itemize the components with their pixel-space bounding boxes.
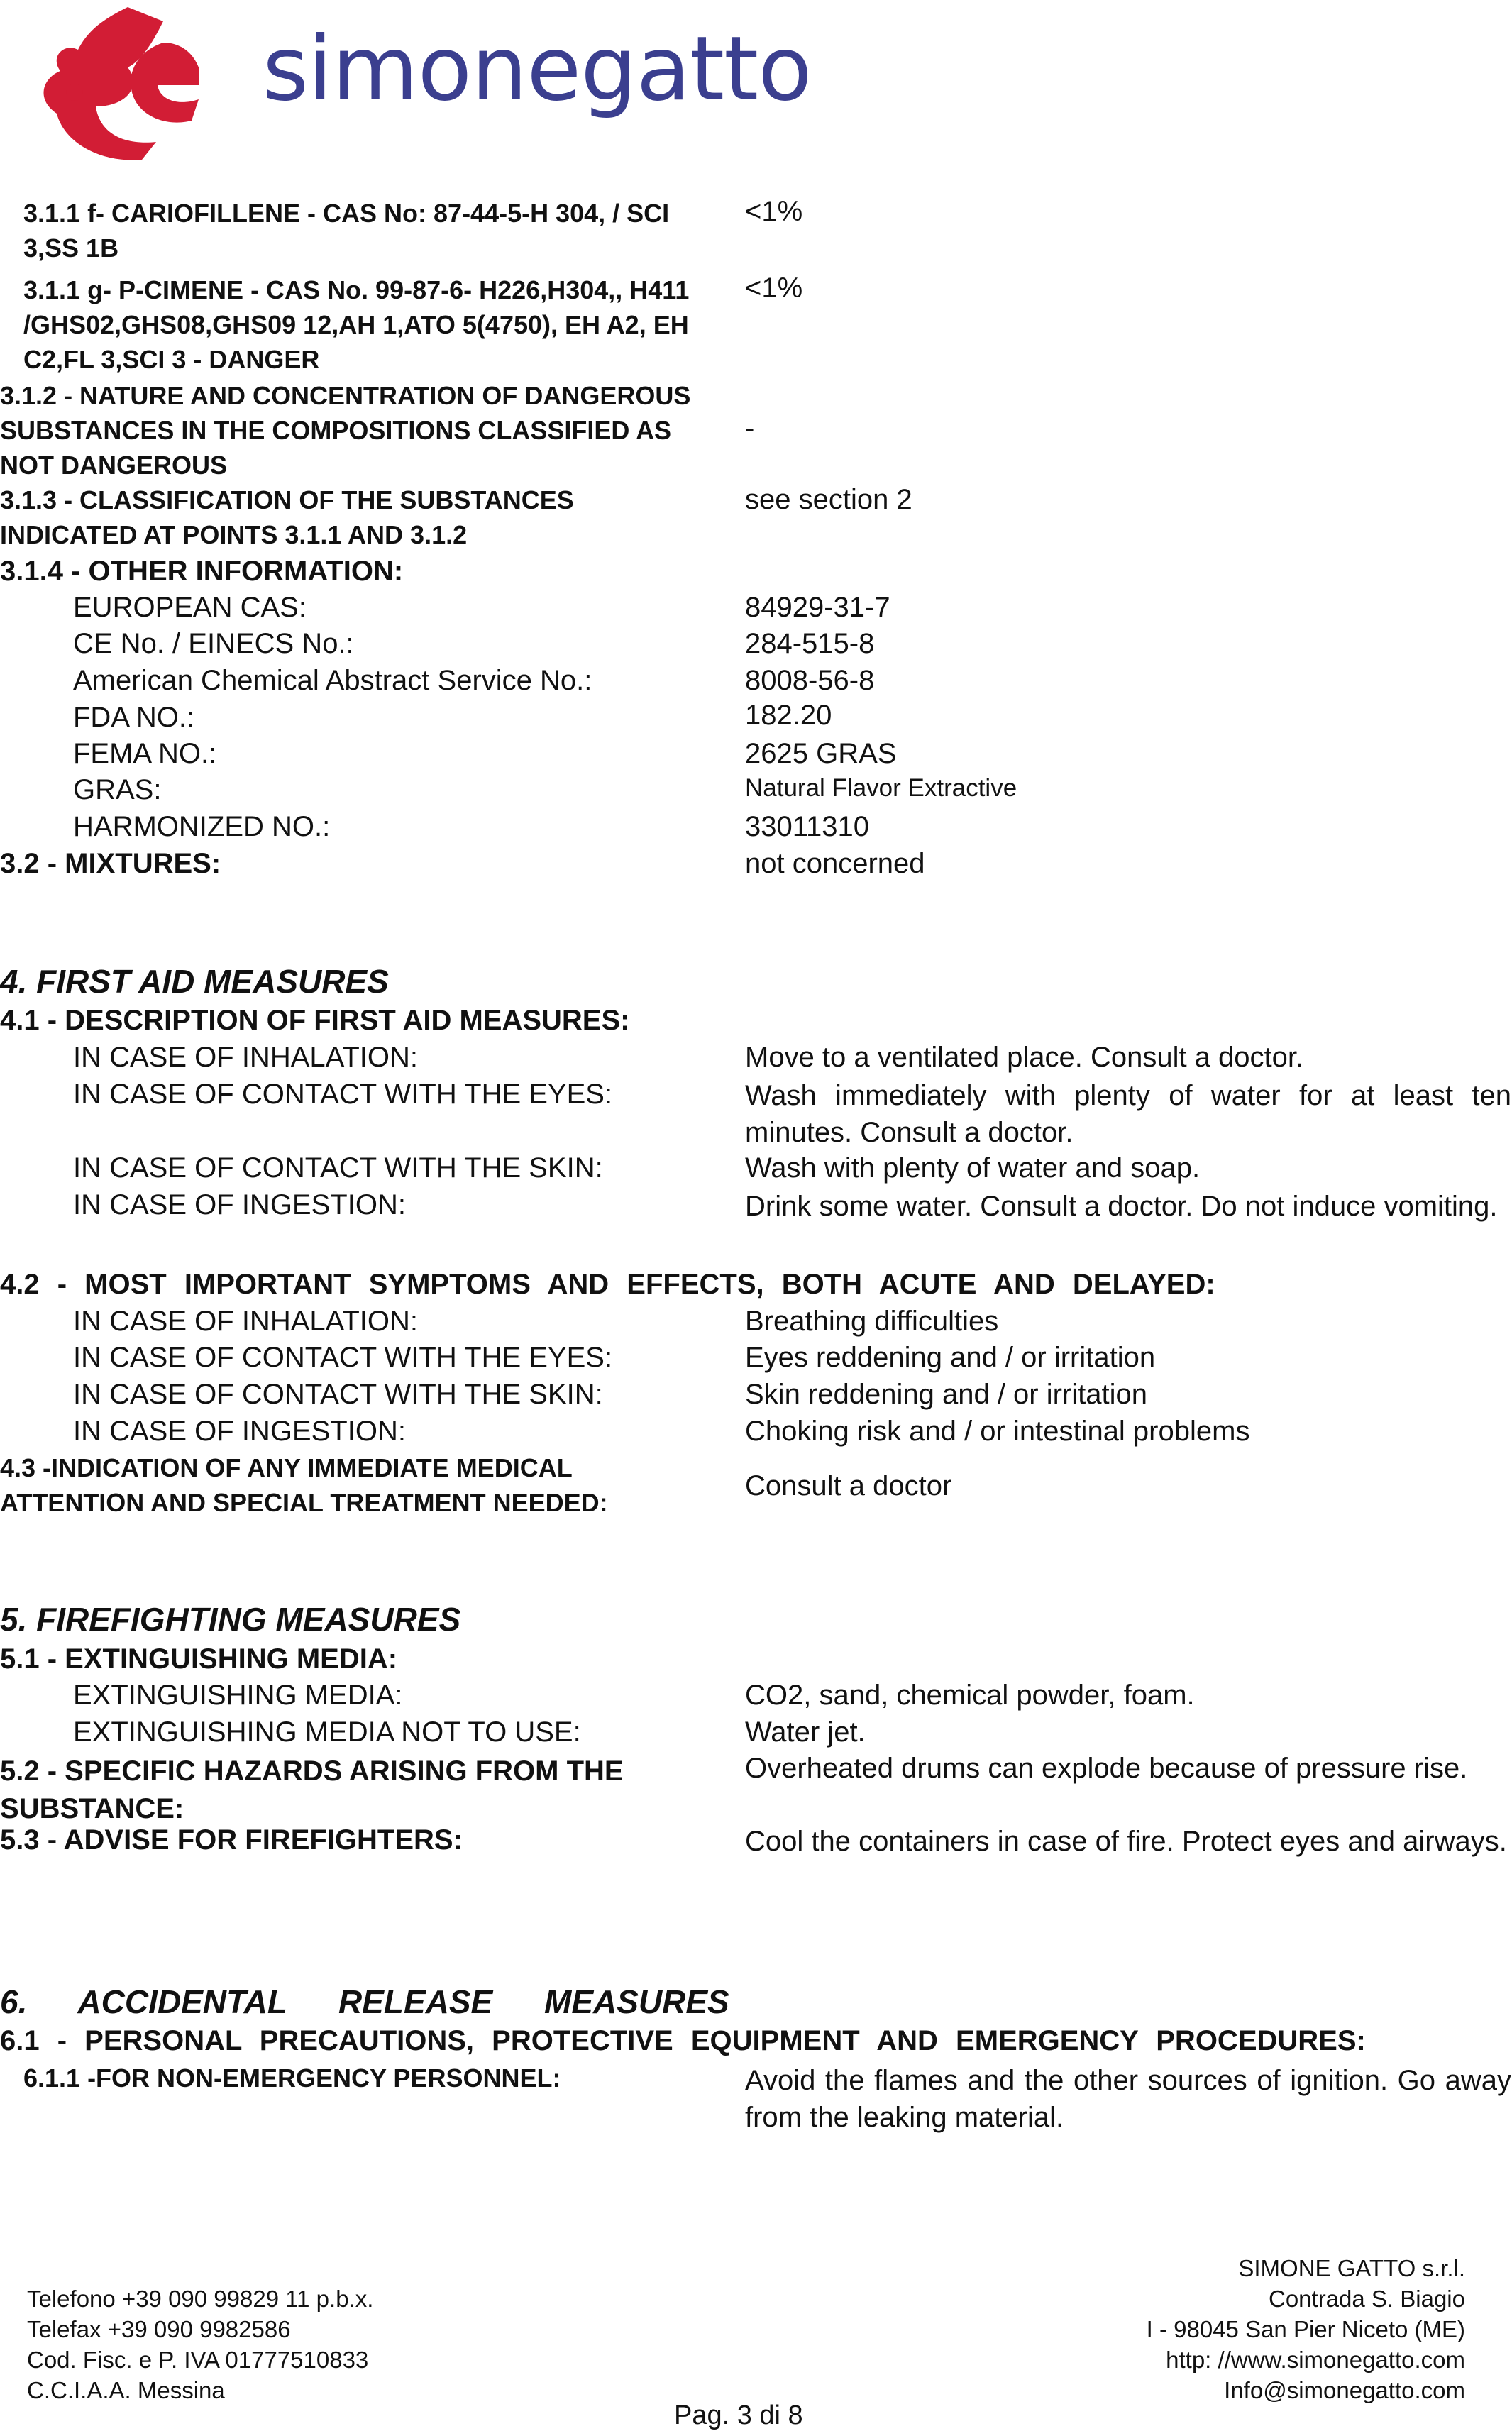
s41-value-3: Drink some water. Consult a doctor. Do not induce vomiting.	[745, 1191, 1498, 1222]
row-313-label: 3.1.3 - CLASSIFICATION OF THE SUBSTANCES INDICATED AT POINTS 3.1.1 AND 3.1.2	[0, 485, 574, 549]
s41-label-3: IN CASE OF INGESTION:	[73, 1189, 406, 1220]
s51-value-0: CO2, sand, chemical powder, foam.	[745, 1680, 1195, 1711]
row-312-label: 3.1.2 - NATURE AND CONCENTRATION OF DANGEROUS SUBSTANCES IN THE COMPOSITIONS CLASSIFIED AS NOT DANGEROUS	[0, 381, 691, 480]
info-label-6: HARMONIZED NO.:	[73, 811, 331, 842]
section5-title: 5. FIREFIGHTING MEASURES	[0, 1601, 461, 1638]
row-311f-value: <1%	[745, 196, 803, 227]
s41-value-1: Wash immediately with plenty of water for at least ten minutes. Consult a doctor.	[745, 1080, 1511, 1148]
footer-street: Contrada S. Biagio	[1268, 2286, 1465, 2312]
footer-fax: Telefax +39 090 9982586	[27, 2316, 291, 2342]
s41-value-2: Wash with plenty of water and soap.	[745, 1152, 1201, 1184]
footer-email[interactable]: Info@simonegatto.com	[1224, 2377, 1465, 2403]
row-314-title: 3.1.4 - OTHER INFORMATION:	[0, 556, 404, 587]
info-label-5: GRAS:	[73, 774, 162, 805]
footer-company: SIMONE GATTO s.r.l.	[1238, 2255, 1465, 2281]
section41-title: 4.1 - DESCRIPTION OF FIRST AID MEASURES:	[0, 1005, 630, 1036]
footer-right	[1147, 2253, 1465, 2405]
info-label-0: EUROPEAN CAS:	[73, 592, 307, 623]
footer-left	[27, 2283, 373, 2405]
s42-value-0: Breathing difficulties	[745, 1306, 999, 1337]
row-312-value: -	[745, 413, 755, 444]
section61-title: 6.1 - PERSONAL PRECAUTIONS, PROTECTIVE EQUIPMENT AND EMERGENCY PROCEDURES:	[0, 2025, 1366, 2056]
info-label-4: FEMA NO.:	[73, 738, 217, 769]
s42-label-0: IN CASE OF INHALATION:	[73, 1306, 418, 1337]
s42-label-3: IN CASE OF INGESTION:	[73, 1416, 406, 1447]
row-32-label: 3.2 - MIXTURES:	[0, 848, 221, 879]
info-value-2: 8008-56-8	[745, 665, 875, 696]
footer-city: I - 98045 San Pier Niceto (ME)	[1146, 2316, 1465, 2342]
s43-value: Consult a doctor	[745, 1470, 952, 1501]
s42-label-2: IN CASE OF CONTACT WITH THE SKIN:	[73, 1379, 603, 1410]
s41-label-0: IN CASE OF INHALATION:	[73, 1042, 418, 1073]
s51-value-1: Water jet.	[745, 1716, 866, 1748]
s42-value-2: Skin reddening and / or irritation	[745, 1379, 1147, 1410]
s42-value-3: Choking risk and / or intestinal problems	[745, 1416, 1250, 1447]
info-value-1: 284-515-8	[745, 628, 875, 659]
info-value-3: 182.20	[745, 700, 832, 731]
info-value-6: 33011310	[745, 811, 869, 842]
s41-label-1: IN CASE OF CONTACT WITH THE EYES:	[73, 1079, 613, 1110]
s43-label: 4.3 -INDICATION OF ANY IMMEDIATE MEDICAL ATTENTION AND SPECIAL TREATMENT NEEDED:	[0, 1453, 608, 1517]
page-number: Pag. 3 di 8	[674, 2401, 803, 2430]
s42-value-1: Eyes reddening and / or irritation	[745, 1342, 1156, 1373]
row-311g-label: 3.1.1 g- P-CIMENE - CAS No. 99-87-6- H226,H304,, H411 /GHS02,GHS08,GHS09 12,AH 1,ATO 5(4750), EH A2, EH C2,FL 3,SCI 3 - DANGER	[23, 275, 690, 374]
s53-value: Cool the containers in case of fire. Protect eyes and airways.	[745, 1826, 1507, 1857]
s611-label: 6.1.1 -FOR NON-EMERGENCY PERSONNEL:	[23, 2063, 561, 2093]
s611-value: Avoid the flames and the other sources of ignition. Go away from the leaking material.	[745, 2065, 1511, 2133]
row-311f-label: 3.1.1 f- CARIOFILLENE - CAS No: 87-44-5-H 304, / SCI 3,SS 1B	[23, 199, 670, 263]
s52-label: 5.2 - SPECIFIC HAZARDS ARISING FROM THE SUBSTANCE:	[0, 1756, 624, 1824]
s52-value: Overheated drums can explode because of pressure rise.	[745, 1753, 1468, 1784]
footer-cciaa: C.C.I.A.A. Messina	[27, 2377, 225, 2403]
s51-label-0: EXTINGUISHING MEDIA:	[73, 1680, 403, 1711]
logo-wordmark: simonegatto	[263, 18, 812, 121]
info-value-4: 2625 GRAS	[745, 738, 897, 769]
footer-vat: Cod. Fisc. e P. IVA 01777510833	[27, 2347, 369, 2373]
section51-title: 5.1 - EXTINGUISHING MEDIA:	[0, 1643, 398, 1675]
s41-label-2: IN CASE OF CONTACT WITH THE SKIN:	[73, 1152, 603, 1184]
row-313-value: see section 2	[745, 484, 912, 515]
info-label-1: CE No. / EINECS No.:	[73, 628, 354, 659]
s42-label-1: IN CASE OF CONTACT WITH THE EYES:	[73, 1342, 613, 1373]
info-value-5: Natural Flavor Extractive	[745, 774, 1017, 802]
footer-phone: Telefono +39 090 99829 11 p.b.x.	[27, 2286, 374, 2312]
info-label-2: American Chemical Abstract Service No.:	[73, 665, 592, 696]
section4-title: 4. FIRST AID MEASURES	[0, 963, 389, 1000]
s53-label: 5.3 - ADVISE FOR FIREFIGHTERS:	[0, 1824, 463, 1856]
logo-mark-icon	[21, 0, 248, 170]
info-label-3: FDA NO.:	[73, 702, 195, 733]
footer-website[interactable]: http: //www.simonegatto.com	[1166, 2347, 1465, 2373]
company-logo	[21, 0, 812, 170]
section42-title: 4.2 - MOST IMPORTANT SYMPTOMS AND EFFECTS, BOTH ACUTE AND DELAYED:	[0, 1269, 1215, 1300]
row-311g-value: <1%	[745, 272, 803, 304]
s51-label-1: EXTINGUISHING MEDIA NOT TO USE:	[73, 1716, 581, 1748]
row-32-value: not concerned	[745, 848, 925, 879]
info-value-0: 84929-31-7	[745, 592, 890, 623]
section6-title: 6. ACCIDENTAL RELEASE MEASURES	[0, 1983, 729, 2020]
s41-value-0: Move to a ventilated place. Consult a doctor.	[745, 1042, 1304, 1073]
